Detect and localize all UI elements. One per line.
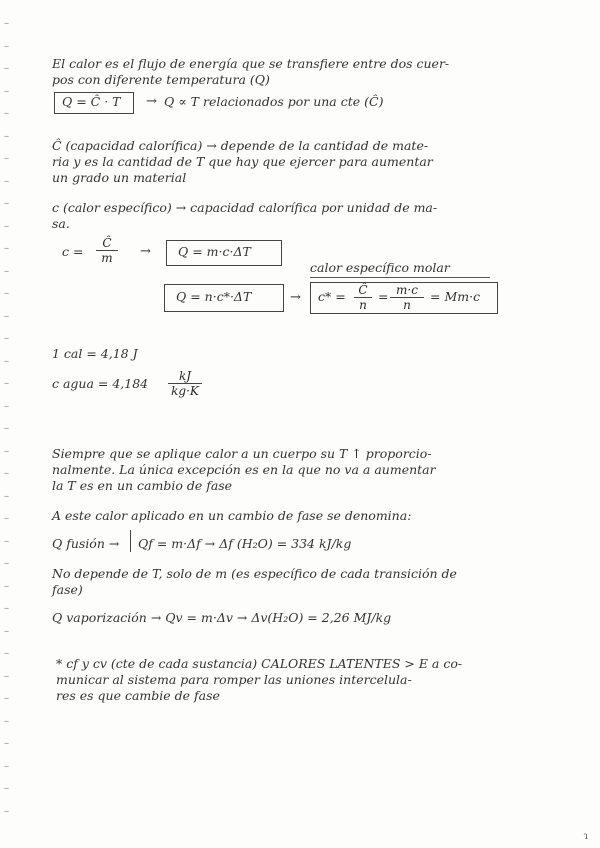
equivalence-calorie: 1 cal = 4,18 J — [52, 346, 138, 361]
paragraph-latent-heat-intro: A este calor aplicado en un cambio de fase se denomina: — [52, 508, 412, 523]
margin-mark: – — [4, 445, 9, 457]
margin-mark: – — [4, 355, 9, 367]
margin-mark: – — [4, 243, 9, 254]
margin-mark: – — [4, 265, 9, 277]
paragraph-latent-heats-line2: municar al sistema para romper las uniones intercelula- — [56, 672, 412, 687]
paragraph-phase-change-line3: la T es en un cambio de fase — [52, 478, 233, 493]
paragraph-specific-heat-line1: c (calor específico) → capacidad calorífica por unidad de ma- — [52, 200, 438, 215]
formula-Q-mcdT: Q = m·c·ΔT — [178, 244, 251, 259]
arrow-icon: → — [290, 290, 301, 305]
paragraph-independence-line2: fase) — [52, 582, 83, 597]
fraction-denominator: m — [101, 251, 113, 265]
margin-mark: – — [4, 378, 9, 389]
paragraph-phase-change-line2: nalmente. La única excepción es en la que no va a aumentar — [52, 462, 436, 477]
margin-punch-marks — [2, 0, 16, 848]
margin-mark: – — [4, 153, 9, 164]
formula-fusion: Qf = m·Δf → Δf (H₂O) = 334 kJ/kg — [138, 536, 352, 551]
fraction-denominator: n — [403, 298, 411, 312]
formula-equals: = — [378, 289, 389, 304]
margin-mark: – — [4, 175, 9, 187]
fraction-C-over-m — [96, 237, 118, 264]
margin-mark: – — [4, 603, 9, 614]
margin-mark: – — [4, 198, 9, 209]
fraction-mc-over-n — [390, 284, 424, 311]
margin-mark: – — [4, 738, 9, 749]
formula-c-lhs: c = — [62, 244, 84, 259]
formula-cstar-rhs: = Mm·c — [430, 289, 481, 304]
label-molar-specific-heat: calor específico molar — [310, 260, 450, 275]
paragraph-latent-heats-line1: * cf y cv (cte de cada sustancia) CALORES LATENTES > E a co- — [56, 656, 463, 671]
paragraph-capacity-line3: un grado un material — [52, 170, 187, 185]
margin-mark: – — [4, 18, 9, 29]
margin-mark: – — [4, 670, 9, 682]
margin-mark: – — [4, 580, 9, 592]
margin-mark: – — [4, 558, 9, 569]
formula-note-proportional: Q ∝ T relacionados por una cte (Ĉ) — [164, 94, 384, 109]
page-corner-mark: ɿ — [583, 831, 588, 842]
formula-Q-CT: Q = Ĉ · T — [62, 94, 121, 109]
formula-vaporization: Q vaporización → Qv = m·Δv → Δv(H₂O) = 2,26 MJ/kg — [52, 610, 392, 625]
margin-mark: – — [4, 400, 9, 412]
paragraph-heat-def-line2: pos con diferente temperatura (Q) — [52, 72, 270, 87]
fraction-denominator: kg·K — [171, 384, 199, 398]
arrow-icon: → — [140, 244, 151, 259]
margin-mark: – — [4, 310, 9, 322]
margin-mark: – — [4, 490, 9, 502]
margin-mark: – — [4, 423, 9, 434]
margin-mark: – — [4, 108, 9, 119]
specific-heat-water: c agua = 4,184 — [52, 376, 149, 391]
arrow-icon: → — [146, 94, 157, 109]
paragraph-phase-change-line1: Siempre que se aplique calor a un cuerpo su T ↑ proporcio- — [52, 446, 432, 461]
margin-mark: – — [4, 513, 9, 524]
margin-mark: – — [4, 40, 9, 52]
paragraph-specific-heat-line2: sa. — [52, 216, 70, 231]
margin-mark: – — [4, 288, 9, 299]
margin-mark: – — [4, 715, 9, 727]
margin-mark: – — [4, 693, 9, 704]
margin-mark: – — [4, 625, 9, 637]
paragraph-capacity-line1: Ĉ (capacidad calorífica) → depende de la cantidad de mate- — [52, 138, 429, 153]
fraction-numerator: Ĉ — [358, 283, 368, 297]
fraction-numerator: kJ — [178, 369, 192, 383]
label-fusion: Q fusión → — [52, 536, 120, 551]
vertical-bar — [130, 530, 131, 552]
margin-mark: – — [4, 783, 9, 794]
margin-mark: – — [4, 760, 9, 772]
underline — [310, 277, 490, 278]
fraction-denominator: n — [359, 298, 367, 312]
margin-mark: – — [4, 468, 9, 479]
formula-cstar-lhs: c* = — [318, 289, 346, 304]
fraction-numerator: m·c — [396, 283, 418, 297]
margin-mark: – — [4, 130, 9, 142]
paragraph-independence-line1: No depende de T, solo de m (es específico de cada transición de — [52, 566, 457, 581]
margin-mark: – — [4, 85, 9, 97]
fraction-units-kJ-kgK — [168, 370, 202, 397]
paragraph-heat-def-line1: El calor es el flujo de energía que se transfiere entre dos cuer- — [52, 56, 450, 71]
margin-mark: – — [4, 535, 9, 547]
margin-mark: – — [4, 63, 9, 74]
formula-Q-ncdT: Q = n·c*·ΔT — [176, 289, 252, 304]
fraction-C-over-n — [354, 284, 372, 311]
paragraph-capacity-line2: ria y es la cantidad de T que hay que ejercer para aumentar — [52, 154, 433, 169]
fraction-numerator: Ĉ — [102, 236, 112, 250]
margin-mark: – — [4, 648, 9, 659]
margin-mark: – — [4, 333, 9, 344]
margin-mark: – — [4, 805, 9, 817]
margin-mark: – — [4, 220, 9, 232]
paragraph-latent-heats-line3: res es que cambie de fase — [56, 688, 220, 703]
